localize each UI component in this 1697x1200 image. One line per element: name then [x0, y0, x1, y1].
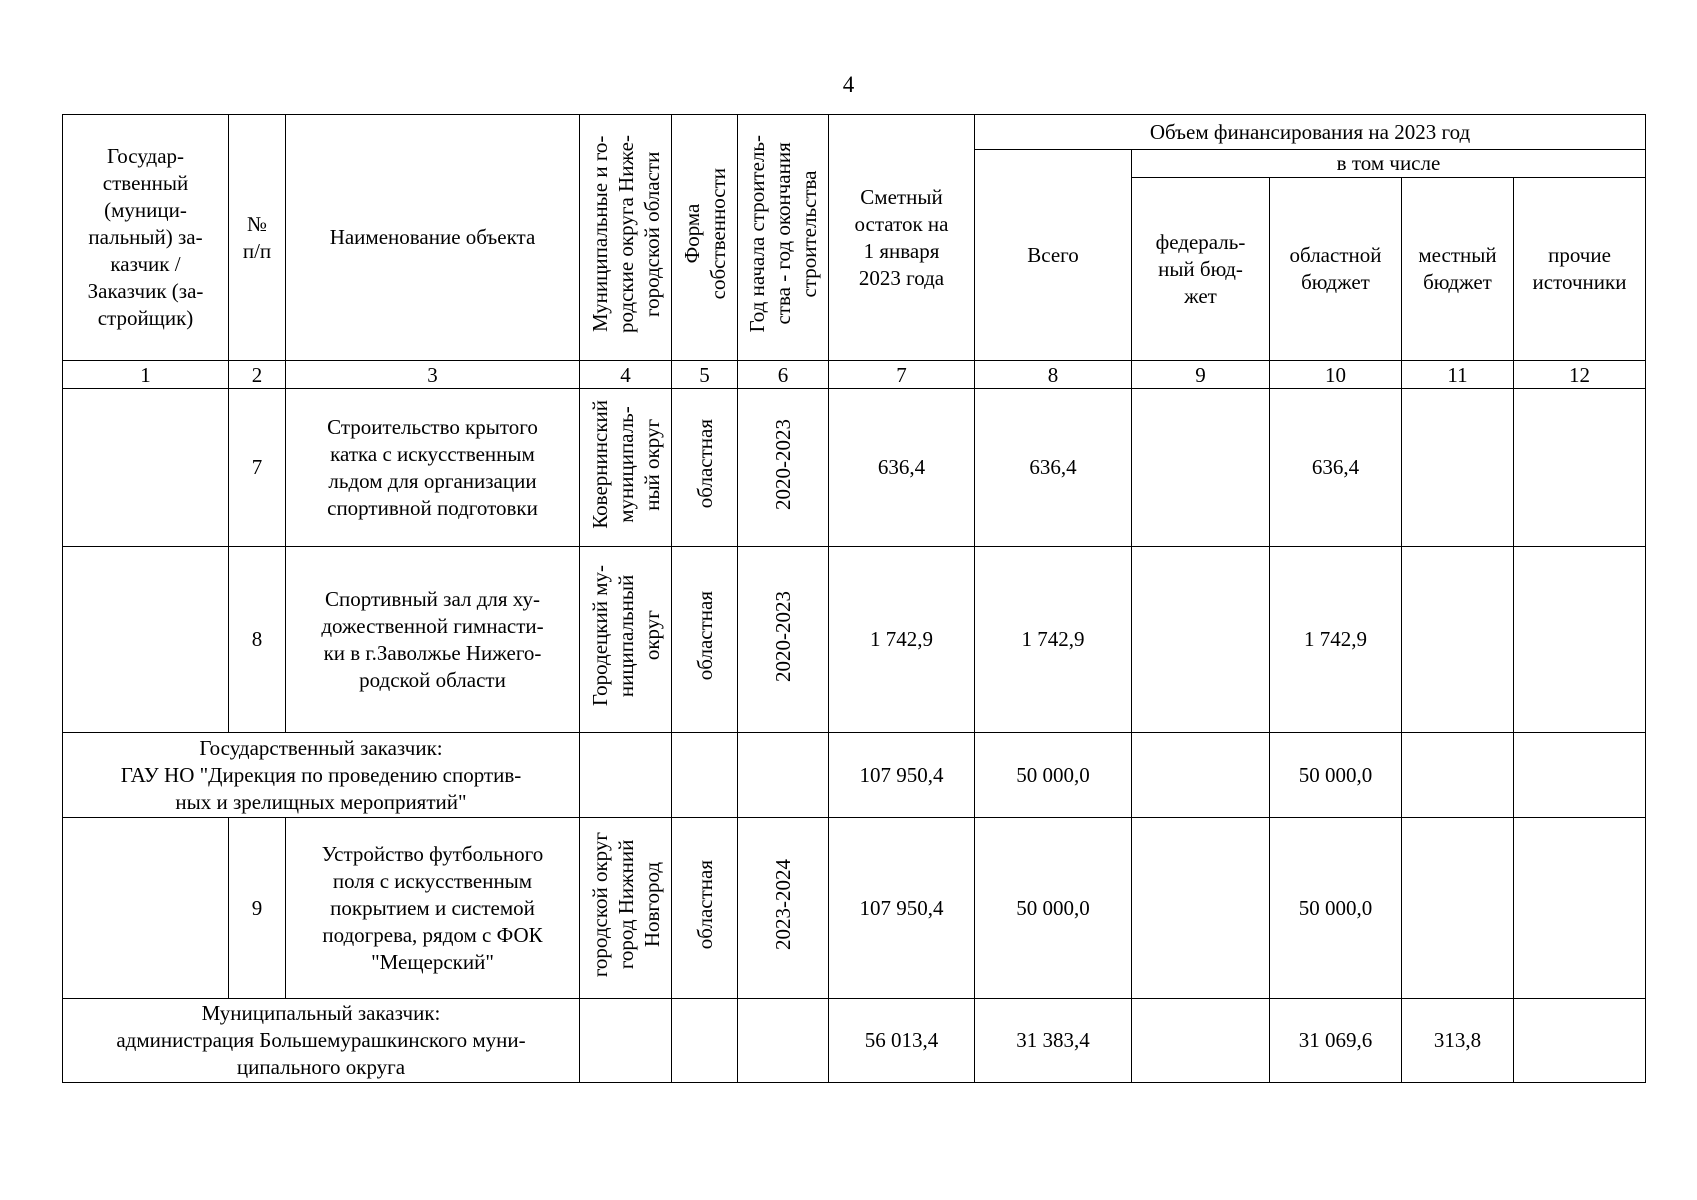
cell-other: [1514, 547, 1646, 733]
cell-remainder: 1 742,9: [829, 547, 975, 733]
cell-municipality: [580, 733, 672, 818]
cell-ownership: областная: [672, 818, 738, 999]
cell-local: [1402, 389, 1514, 547]
col-number-8: 8: [975, 361, 1132, 389]
col-number-4: 4: [580, 361, 672, 389]
col-number-5: 5: [672, 361, 738, 389]
cell-ownership: областная: [672, 547, 738, 733]
financing-table: [62, 114, 1646, 1083]
header-ownership: Форма собственности: [672, 115, 738, 361]
header-row-1: [63, 115, 1646, 150]
col-number-7: 7: [829, 361, 975, 389]
page-number: 4: [842, 72, 855, 97]
cell-municipality: городской округ город Нижний Новгород: [580, 818, 672, 999]
cell-years: 2023-2024: [738, 818, 829, 999]
header-local: местный бюджет: [1402, 178, 1514, 361]
col-number-3: 3: [286, 361, 580, 389]
header-years: Год начала строитель- ства - год окончания строительства: [738, 115, 829, 361]
cell-object-name: Спортивный зал для ху- дожественной гимнасти- ки в г.Заволжье Нижего- родской области: [286, 547, 580, 733]
cell-object-name: Строительство крытого катка с искусственным льдом для организации спортивной подготовки: [286, 389, 580, 547]
header-regional: областной бюджет: [1270, 178, 1402, 361]
cell-object-name: Устройство футбольного поля с искусственным покрытием и системой подогрева, рядом с ФОК "Мещерский": [286, 818, 580, 999]
table-row: [63, 818, 1646, 999]
header-remainder: Сметный остаток на 1 января 2023 года: [829, 115, 975, 361]
cell-num: 7: [229, 389, 286, 547]
cell-regional: 31 069,6: [1270, 999, 1402, 1083]
header-num: № п/п: [229, 115, 286, 361]
cell-regional: 50 000,0: [1270, 818, 1402, 999]
cell-total: 50 000,0: [975, 733, 1132, 818]
cell-municipality: [580, 999, 672, 1083]
col-number-9: 9: [1132, 361, 1270, 389]
cell-customer: [63, 818, 229, 999]
cell-num: 9: [229, 818, 286, 999]
header-municipality: Муниципальные и го- родские округа Ниже- городской области: [580, 115, 672, 361]
header-customer: Государ- ственный (муници- пальный) за- казчик / Заказчик (за- стройщик): [63, 115, 229, 361]
col-number-10: 10: [1270, 361, 1402, 389]
col-number-2: 2: [229, 361, 286, 389]
cell-years: 2020-2023: [738, 547, 829, 733]
cell-remainder: 56 013,4: [829, 999, 975, 1083]
cell-remainder: 107 950,4: [829, 818, 975, 999]
cell-local: [1402, 733, 1514, 818]
header-federal: федераль- ный бюд- жет: [1132, 178, 1270, 361]
cell-num: 8: [229, 547, 286, 733]
cell-years: [738, 999, 829, 1083]
cell-local: 313,8: [1402, 999, 1514, 1083]
cell-other: [1514, 999, 1646, 1083]
cell-years: 2020-2023: [738, 389, 829, 547]
cell-municipal-customer: Муниципальный заказчик: администрация Большемурашкинского муни- ципального округа: [63, 999, 580, 1083]
cell-other: [1514, 389, 1646, 547]
cell-local: [1402, 818, 1514, 999]
cell-regional: 1 742,9: [1270, 547, 1402, 733]
col-number-1: 1: [63, 361, 229, 389]
header-including: в том числе: [1132, 150, 1646, 178]
customer-row: [63, 733, 1646, 818]
cell-total: 50 000,0: [975, 818, 1132, 999]
cell-total: 31 383,4: [975, 999, 1132, 1083]
col-number-12: 12: [1514, 361, 1646, 389]
header-funding: Объем финансирования на 2023 год: [975, 115, 1646, 150]
cell-other: [1514, 818, 1646, 999]
cell-ownership: [672, 733, 738, 818]
cell-customer: [63, 547, 229, 733]
cell-state-customer: Государственный заказчик: ГАУ НО "Дирекция по проведению спортив- ных и зрелищных мероприятий": [63, 733, 580, 818]
cell-federal: [1132, 733, 1270, 818]
cell-customer: [63, 389, 229, 547]
cell-remainder: 636,4: [829, 389, 975, 547]
cell-federal: [1132, 818, 1270, 999]
table-row: [63, 389, 1646, 547]
header-total: Всего: [975, 150, 1132, 361]
customer-row: [63, 999, 1646, 1083]
cell-local: [1402, 547, 1514, 733]
column-number-row: [63, 361, 1646, 389]
col-number-6: 6: [738, 361, 829, 389]
cell-years: [738, 733, 829, 818]
cell-other: [1514, 733, 1646, 818]
cell-federal: [1132, 999, 1270, 1083]
cell-remainder: 107 950,4: [829, 733, 975, 818]
cell-ownership: областная: [672, 389, 738, 547]
cell-regional: 50 000,0: [1270, 733, 1402, 818]
cell-municipality: Городецкий му- ниципальный округ: [580, 547, 672, 733]
table-row: [63, 547, 1646, 733]
cell-municipality: Ковернинский муниципаль- ный округ: [580, 389, 672, 547]
cell-total: 636,4: [975, 389, 1132, 547]
header-other: прочие источники: [1514, 178, 1646, 361]
header-name: Наименование объекта: [286, 115, 580, 361]
cell-total: 1 742,9: [975, 547, 1132, 733]
cell-federal: [1132, 547, 1270, 733]
cell-regional: 636,4: [1270, 389, 1402, 547]
col-number-11: 11: [1402, 361, 1514, 389]
cell-federal: [1132, 389, 1270, 547]
cell-ownership: [672, 999, 738, 1083]
